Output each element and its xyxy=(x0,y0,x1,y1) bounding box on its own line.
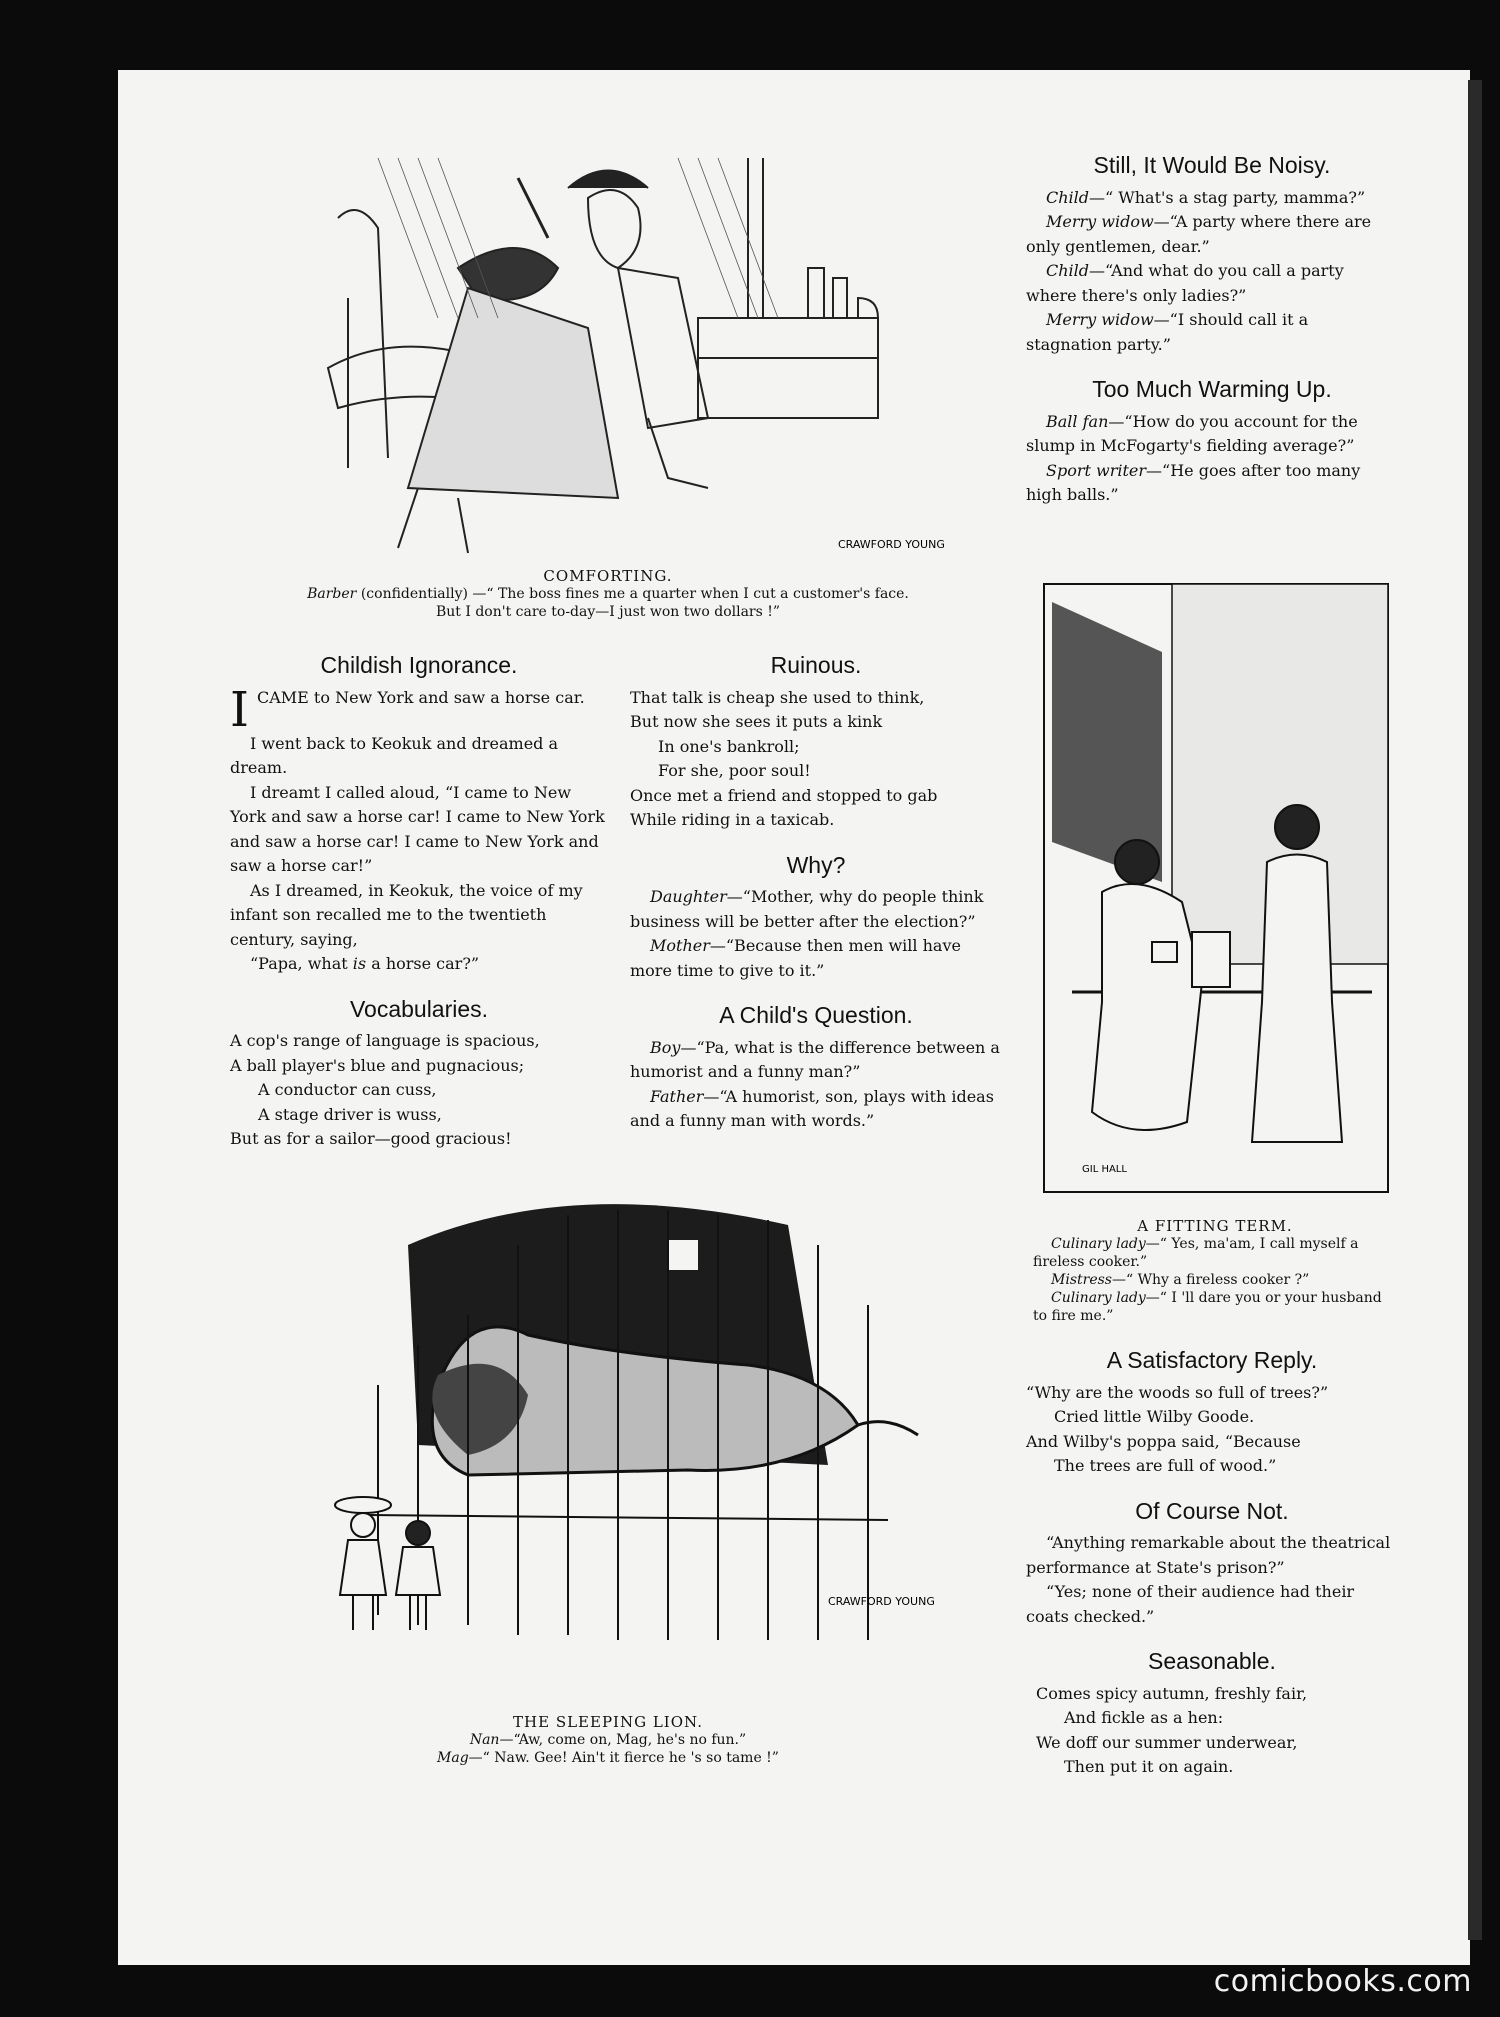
childish-p1: CAME to New York and saw a horse car. xyxy=(256,687,585,707)
childish-p2: I went back to Keokuk and dreamed a dream. xyxy=(230,733,559,777)
vocab-line: A stage driver is wuss, xyxy=(258,1104,442,1124)
childq-p1: Boy—“Pa, what is the difference between a humorist and a funny man?” xyxy=(630,1037,1000,1081)
lion-line: —“Aw, come on, Mag, he's no fun.” xyxy=(499,1732,747,1748)
course-heading: Of Course Not. xyxy=(1135,1497,1289,1524)
vocab-line: A cop's range of language is spacious, xyxy=(230,1031,540,1050)
course-p2: “Yes; none of their audience had their coats checked.” xyxy=(1026,1582,1355,1626)
reply-heading: A Satisfactory Reply. xyxy=(1106,1347,1318,1373)
childq-heading: A Child's Question. xyxy=(719,1002,913,1028)
svg-text:CRAWFORD YOUNG: CRAWFORD YOUNG xyxy=(838,538,945,551)
noisy-p3: Child—“And what do you call a party where there's only ladies?” xyxy=(1026,261,1344,305)
why-p1: Daughter—“Mother, why do people think business will be better after the election?” xyxy=(630,887,984,931)
column-right xyxy=(1026,153,1398,508)
childish-heading: Childish Ignorance. xyxy=(320,652,518,678)
reply-line: And Wilby's poppa said, “Because xyxy=(1026,1431,1301,1451)
vocab-heading: Vocabularies. xyxy=(349,995,489,1022)
vocab-line: A ball player's blue and pugnacious; xyxy=(230,1055,525,1075)
barber-caption-line2: But I don't care to-day—I just won two dollars !” xyxy=(435,604,781,620)
barber-speaker: Barber xyxy=(307,586,357,602)
ruinous-verse xyxy=(630,686,1002,833)
cook-cartoon xyxy=(1042,582,1390,1194)
lion-line: —“ Naw. Gee! Ain't it fierce he 's so tame !” xyxy=(468,1750,779,1766)
noisy-heading: Still, It Would Be Noisy. xyxy=(1093,152,1331,178)
lion-speaker: Nan xyxy=(469,1732,500,1748)
noisy-p2: Merry widow—“A party where there are only gentlemen, dear.” xyxy=(1026,212,1372,256)
ruinous-line: While riding in a taxicab. xyxy=(630,810,835,829)
why-p2: Mother—“Because then men will have more time to give to it.” xyxy=(630,936,961,980)
reply-line: “Why are the woods so full of trees?” xyxy=(1026,1382,1329,1402)
season-line: And fickle as a hen: xyxy=(1064,1708,1224,1727)
why-heading: Why? xyxy=(786,851,846,878)
lion-cartoon xyxy=(268,1185,968,1695)
ruinous-line: For she, poor soul! xyxy=(658,761,811,780)
season-line: Comes spicy autumn, freshly fair, xyxy=(1036,1683,1308,1703)
noisy-p1: Child—“ What's a stag party, mamma?” xyxy=(1046,187,1366,207)
childish-p5: “Papa, what is a horse car?” xyxy=(250,954,480,973)
barber-cartoon xyxy=(318,158,945,558)
fitting-caption: A FITTING TERM. Culinary lady—“ Yes, ma'am, I call myself a fireless cooker.” Mistress—“ Why a fireless cooker ?” Culinary lady—“ I 'll dare you or your husband to fire me.” xyxy=(1033,1217,1397,1325)
fitting-caption-title: A FITTING TERM. xyxy=(1137,1217,1293,1235)
magazine-page xyxy=(118,70,1470,1965)
barber-caption-title: COMFORTING. xyxy=(543,567,673,585)
season-verse xyxy=(1026,1682,1398,1780)
svg-text:CRAWFORD YOUNG: CRAWFORD YOUNG xyxy=(828,1595,935,1608)
dropcap: I xyxy=(230,681,249,738)
page-edge xyxy=(1468,80,1482,1940)
ruinous-heading: Ruinous. xyxy=(770,652,862,678)
ruinous-line: Once met a friend and stopped to gab xyxy=(630,785,938,805)
lion-caption-title: THE SLEEPING LION. xyxy=(513,1713,703,1731)
vocab-verse xyxy=(230,1029,608,1152)
vocab-line: A conductor can cuss, xyxy=(258,1080,437,1099)
barber-caption xyxy=(268,567,948,621)
barber-caption-line1: (confidentially) —“ The boss fines me a quarter when I cut a customer's face. xyxy=(360,586,909,602)
vocab-line: But as for a sailor—good gracious! xyxy=(230,1129,512,1148)
warming-p1: Ball fan—“How do you account for the slump in McFogarty's fielding average?” xyxy=(1026,411,1358,455)
noisy-p4: Merry widow—“I should call it a stagnation party.” xyxy=(1026,310,1309,354)
ruinous-line: That talk is cheap she used to think, xyxy=(630,687,925,707)
childish-p3: I dreamt I called aloud, “I came to New York and saw a horse car! I came to New York and saw a horse car! I came to New York and saw a horse car!” xyxy=(230,782,605,875)
childish-p4: As I dreamed, in Keokuk, the voice of my infant son recalled me to the twentieth century, saying, xyxy=(230,880,583,949)
watermark: comicbooks.com xyxy=(1213,1964,1472,1999)
course-p1: “Anything remarkable about the theatrical performance at State's prison?” xyxy=(1026,1533,1391,1577)
lion-caption xyxy=(358,1713,858,1767)
column-middle xyxy=(630,653,1002,1134)
reply-line: The trees are full of wood.” xyxy=(1054,1456,1277,1475)
lion-speaker: Mag xyxy=(437,1750,469,1766)
column-left xyxy=(230,653,608,1152)
ruinous-line: In one's bankroll; xyxy=(658,736,800,756)
season-line: We doff our summer underwear, xyxy=(1036,1732,1298,1752)
reply-verse xyxy=(1026,1381,1398,1479)
season-line: Then put it on again. xyxy=(1064,1757,1234,1776)
reply-line: Cried little Wilby Goode. xyxy=(1054,1407,1255,1426)
warming-heading: Too Much Warming Up. xyxy=(1092,376,1332,402)
childq-p2: Father—“A humorist, son, plays with ideas and a funny man with words.” xyxy=(630,1086,994,1130)
svg-text:GIL HALL: GIL HALL xyxy=(1082,1164,1127,1175)
season-heading: Seasonable. xyxy=(1148,1648,1276,1674)
warming-p2: Sport writer—“He goes after too many high balls.” xyxy=(1026,460,1361,504)
ruinous-line: But now she sees it puts a kink xyxy=(630,712,883,731)
column-right-lower xyxy=(1026,1348,1398,1780)
